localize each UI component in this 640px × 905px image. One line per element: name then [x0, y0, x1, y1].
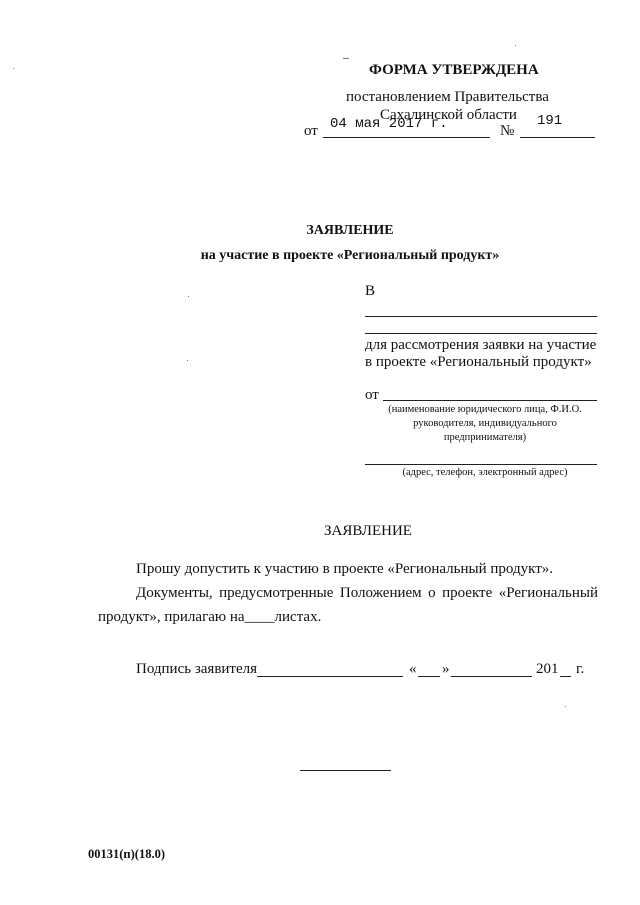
- page-title: ЗАЯВЛЕНИЕ: [306, 223, 394, 238]
- page-subtitle: на участие в проекте «Региональный продукт»: [200, 248, 500, 263]
- approval-date-line: [323, 137, 490, 138]
- signature-line: [257, 676, 403, 677]
- from-line: [383, 400, 597, 401]
- from-hint-line-3: предпринимателя): [443, 432, 527, 443]
- contacts-hint: (адрес, телефон, электронный адрес): [402, 467, 568, 478]
- to-line-2: [365, 333, 597, 334]
- year-prefix: 201: [536, 661, 559, 677]
- approval-title: ФОРМА УТВЕРЖДЕНА: [369, 62, 539, 78]
- purpose-line-2: в проекте «Региональный продукт»: [365, 354, 592, 370]
- scan-speck: [13, 68, 14, 69]
- statement-title: ЗАЯВЛЕНИЕ: [324, 523, 412, 539]
- day-line: [418, 676, 440, 677]
- approval-line-1: постановлением Правительства: [346, 89, 549, 105]
- signature-label: Подпись заявителя: [136, 661, 258, 677]
- from-hint-line-2: руководителя, индивидуального: [413, 418, 557, 429]
- contacts-line: [365, 464, 597, 465]
- approval-number-label: №: [500, 123, 515, 139]
- scan-speck: [188, 296, 189, 297]
- scan-speck: [515, 45, 516, 46]
- approval-from-label: от: [304, 123, 318, 139]
- purpose-line-1: для рассмотрения заявки на участие: [365, 337, 597, 353]
- year-line: [560, 676, 571, 677]
- approval-date-value: 04 мая 2017 г.: [330, 116, 448, 132]
- to-line-1: [365, 316, 597, 317]
- from-label: от: [365, 387, 379, 403]
- separator-line: [300, 770, 391, 771]
- month-line: [451, 676, 532, 677]
- approval-line-2: Сахалинской области: [380, 107, 517, 123]
- approval-number-line: [520, 137, 595, 138]
- to-label: В: [365, 283, 376, 299]
- scan-speck: [343, 58, 349, 59]
- year-suffix: г.: [576, 661, 585, 677]
- from-hint-line-1: (наименование юридического лица, Ф.И.О.: [388, 404, 582, 415]
- statement-paragraph-2-line-2: продукт», прилагаю на____листах.: [98, 609, 322, 625]
- scan-speck: [565, 706, 566, 707]
- date-quote-open: «: [409, 661, 417, 677]
- scan-speck: [187, 360, 188, 361]
- date-quote-close: »: [442, 661, 450, 677]
- footer-code: 00131(п)(18.0): [88, 847, 165, 861]
- statement-paragraph-2-line-1: Документы, предусмотренные Положением о проекте «Региональный: [136, 585, 598, 601]
- statement-paragraph-1: Прошу допустить к участию в проекте «Региональный продукт».: [136, 561, 553, 577]
- approval-number-value: 191: [537, 113, 563, 129]
